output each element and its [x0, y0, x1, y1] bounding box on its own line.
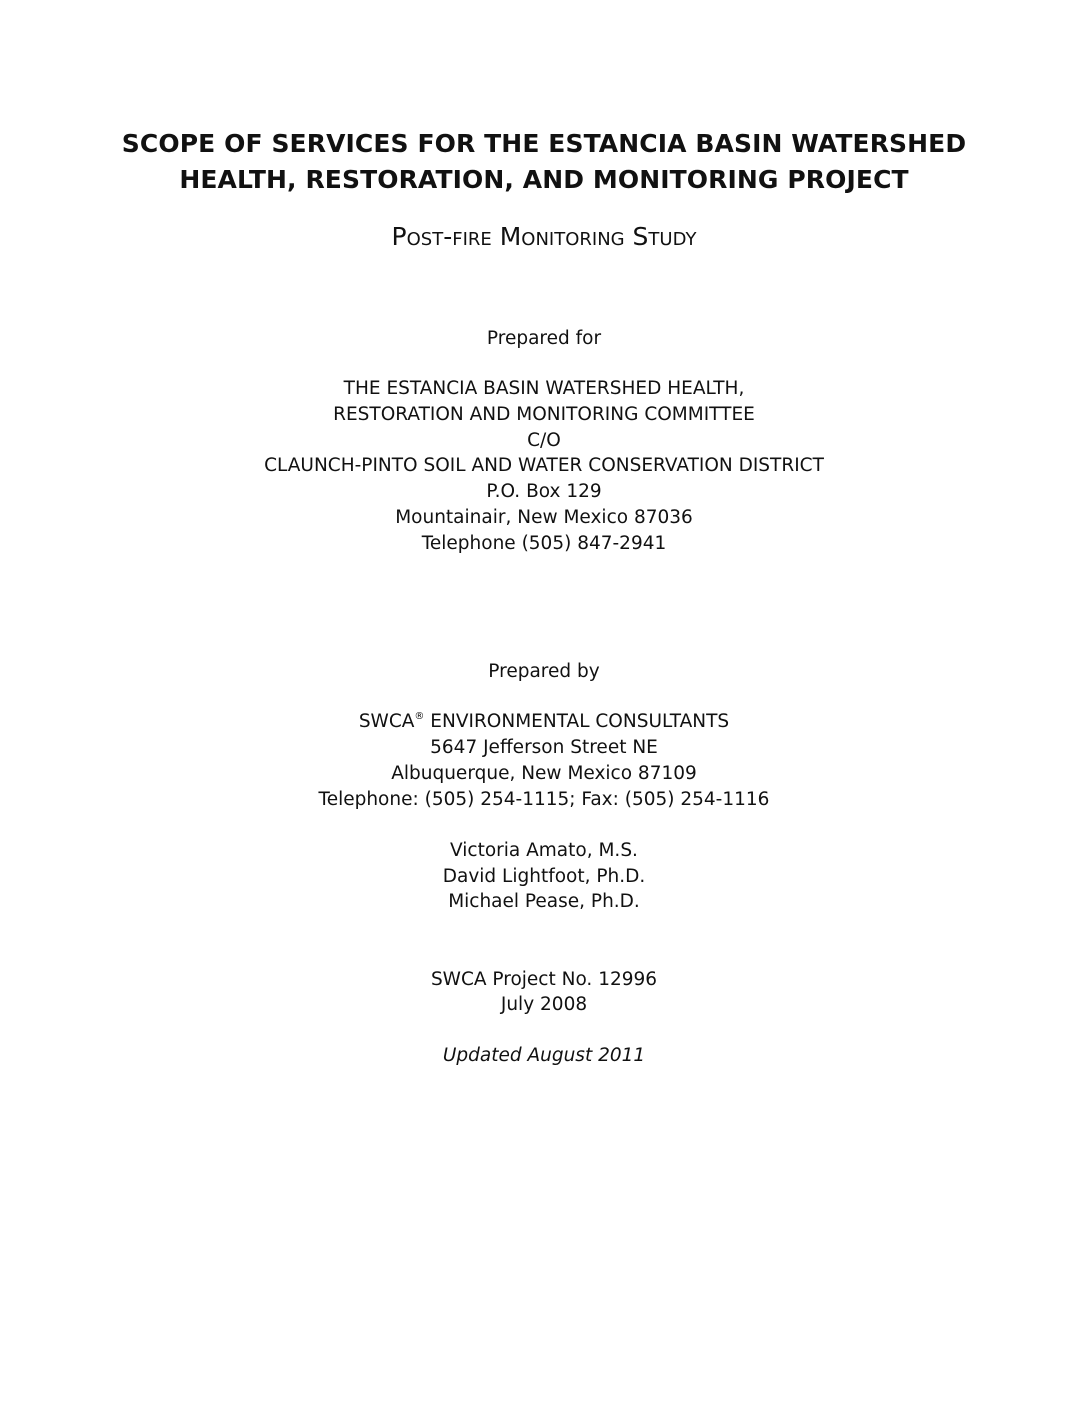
prepared-for-label: Prepared for — [486, 328, 602, 349]
recipient-line: C/O — [527, 430, 561, 451]
title-line-1: SCOPE OF SERVICES FOR THE ESTANCIA BASIN WATERSHED — [121, 129, 967, 158]
consultant-line: 5647 Jefferson Street NE — [430, 737, 658, 758]
updated-date: Updated August 2011 — [442, 1045, 646, 1066]
author-line: Michael Pease, Ph.D. — [448, 891, 640, 912]
project-date: July 2008 — [500, 994, 588, 1015]
subtitle: Post-fire Monitoring Study — [391, 222, 697, 251]
company-suffix: ENVIRONMENTAL CONSULTANTS — [424, 711, 730, 732]
recipient-line: Mountainair, New Mexico 87036 — [395, 507, 693, 528]
prepared-by-label: Prepared by — [488, 661, 600, 682]
recipient-line: P.O. Box 129 — [486, 481, 602, 502]
recipient-line: RESTORATION AND MONITORING COMMITTEE — [333, 404, 755, 425]
consultant-line: Albuquerque, New Mexico 87109 — [391, 763, 697, 784]
project-number: SWCA Project No. 12996 — [430, 969, 658, 990]
consultant-name — [0, 711, 1088, 732]
author-line: David Lightfoot, Ph.D. — [442, 866, 646, 887]
recipient-line: CLAUNCH-PINTO SOIL AND WATER CONSERVATION DISTRICT — [264, 455, 824, 476]
consultant-line: Telephone: (505) 254-1115; Fax: (505) 254-1116 — [318, 789, 770, 810]
title-line-2: HEALTH, RESTORATION, AND MONITORING PROJECT — [179, 165, 909, 194]
author-line: Victoria Amato, M.S. — [450, 840, 638, 861]
registered-mark: ® — [414, 711, 425, 722]
recipient-line: THE ESTANCIA BASIN WATERSHED HEALTH, — [343, 378, 745, 399]
company-name: SWCA — [358, 711, 415, 732]
recipient-line: Telephone (505) 847-2941 — [421, 533, 667, 554]
